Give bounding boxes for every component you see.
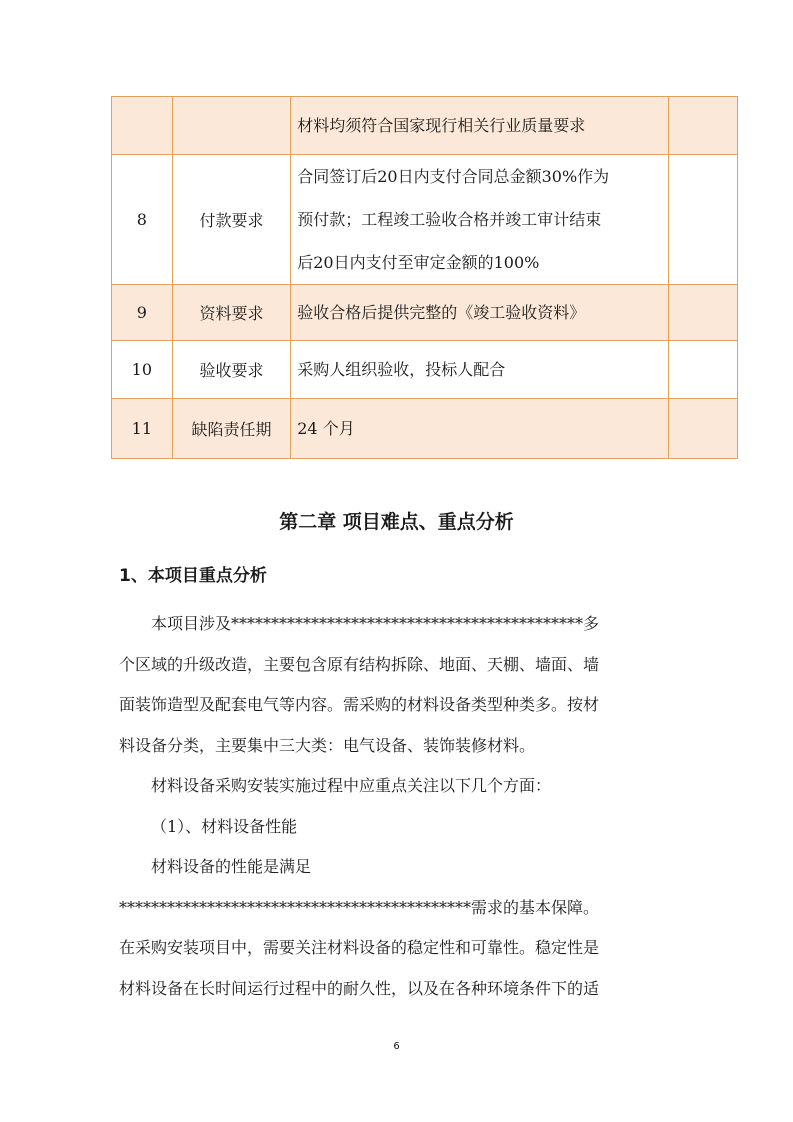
requirement-name-cell: 付款要求 <box>172 155 291 285</box>
row-number-cell: 11 <box>112 399 173 459</box>
paragraph-line: 料设备分类，主要集中三大类：电气设备、装饰装修材料。 <box>119 735 536 755</box>
row-number-cell: 9 <box>112 285 173 341</box>
requirement-name-cell: 缺陷责任期 <box>172 399 291 459</box>
note-cell <box>669 97 738 155</box>
paragraph-line: 在采购安装项目中，需要关注材料设备的稳定性和可靠性。稳定性是 <box>119 938 600 957</box>
paragraph-line: 材料设备采购安装实施过程中应重点关注以下几个方面： <box>151 776 552 795</box>
note-cell <box>669 399 738 459</box>
requirement-content-cell <box>291 155 669 285</box>
paragraph-line: 材料设备在长时间运行过程中的耐久性，以及在各种环境条件下的适 <box>119 978 600 998</box>
page-number: 6 <box>393 1041 400 1052</box>
requirement-content-cell <box>291 285 669 341</box>
paragraph-line: ********************************************需求的基本保障。 <box>119 897 600 917</box>
paragraph-line: 面装饰造型及配套电气等内容。需采购的材料设备类型种类多。按材 <box>119 695 600 714</box>
table-row <box>112 97 738 155</box>
paragraph-line: 本项目涉及********************************************多 <box>151 614 600 633</box>
chapter-title: 第二章 项目难点、重点分析 <box>279 511 514 533</box>
row-number-cell <box>112 97 173 155</box>
content-line: 24 个月 <box>297 419 355 438</box>
paragraph-line: 个区域的升级改造，主要包含原有结构拆除、地面、天棚、墙面、墙 <box>119 654 600 674</box>
table-row <box>112 341 738 399</box>
requirement-name-cell: 资料要求 <box>172 285 291 341</box>
content-line: 后20日内支付至审定金额的100% <box>297 253 540 272</box>
content-line: 合同签订后20日内支付合同总金额30%作为 <box>297 167 610 186</box>
content-line: 材料均须符合国家现行相关行业质量要求 <box>297 116 586 135</box>
requirement-content-cell <box>291 341 669 399</box>
table-row <box>112 155 738 285</box>
content-line: 预付款；工程竣工验收合格并竣工审计结束 <box>297 210 602 229</box>
requirement-content-cell <box>291 97 669 155</box>
paragraph-line: （1）、材料设备性能 <box>151 816 298 836</box>
content-line: 采购人组织验收，投标人配合 <box>297 360 506 379</box>
content-line: 验收合格后提供完整的《竣工验收资料》 <box>297 303 586 322</box>
paragraph-line: 材料设备的性能是满足 <box>151 857 312 876</box>
row-number-cell: 10 <box>112 341 173 399</box>
section-title: 1、本项目重点分析 <box>119 566 267 586</box>
table-row <box>112 285 738 341</box>
note-cell <box>669 341 738 399</box>
row-number-cell: 8 <box>112 155 173 285</box>
note-cell <box>669 285 738 341</box>
table-row <box>112 399 738 459</box>
note-cell <box>669 155 738 285</box>
requirement-name-cell: 验收要求 <box>172 341 291 399</box>
requirement-name-cell <box>172 97 291 155</box>
requirements-table <box>111 96 738 459</box>
body-text <box>119 604 684 1009</box>
requirement-content-cell <box>291 399 669 459</box>
